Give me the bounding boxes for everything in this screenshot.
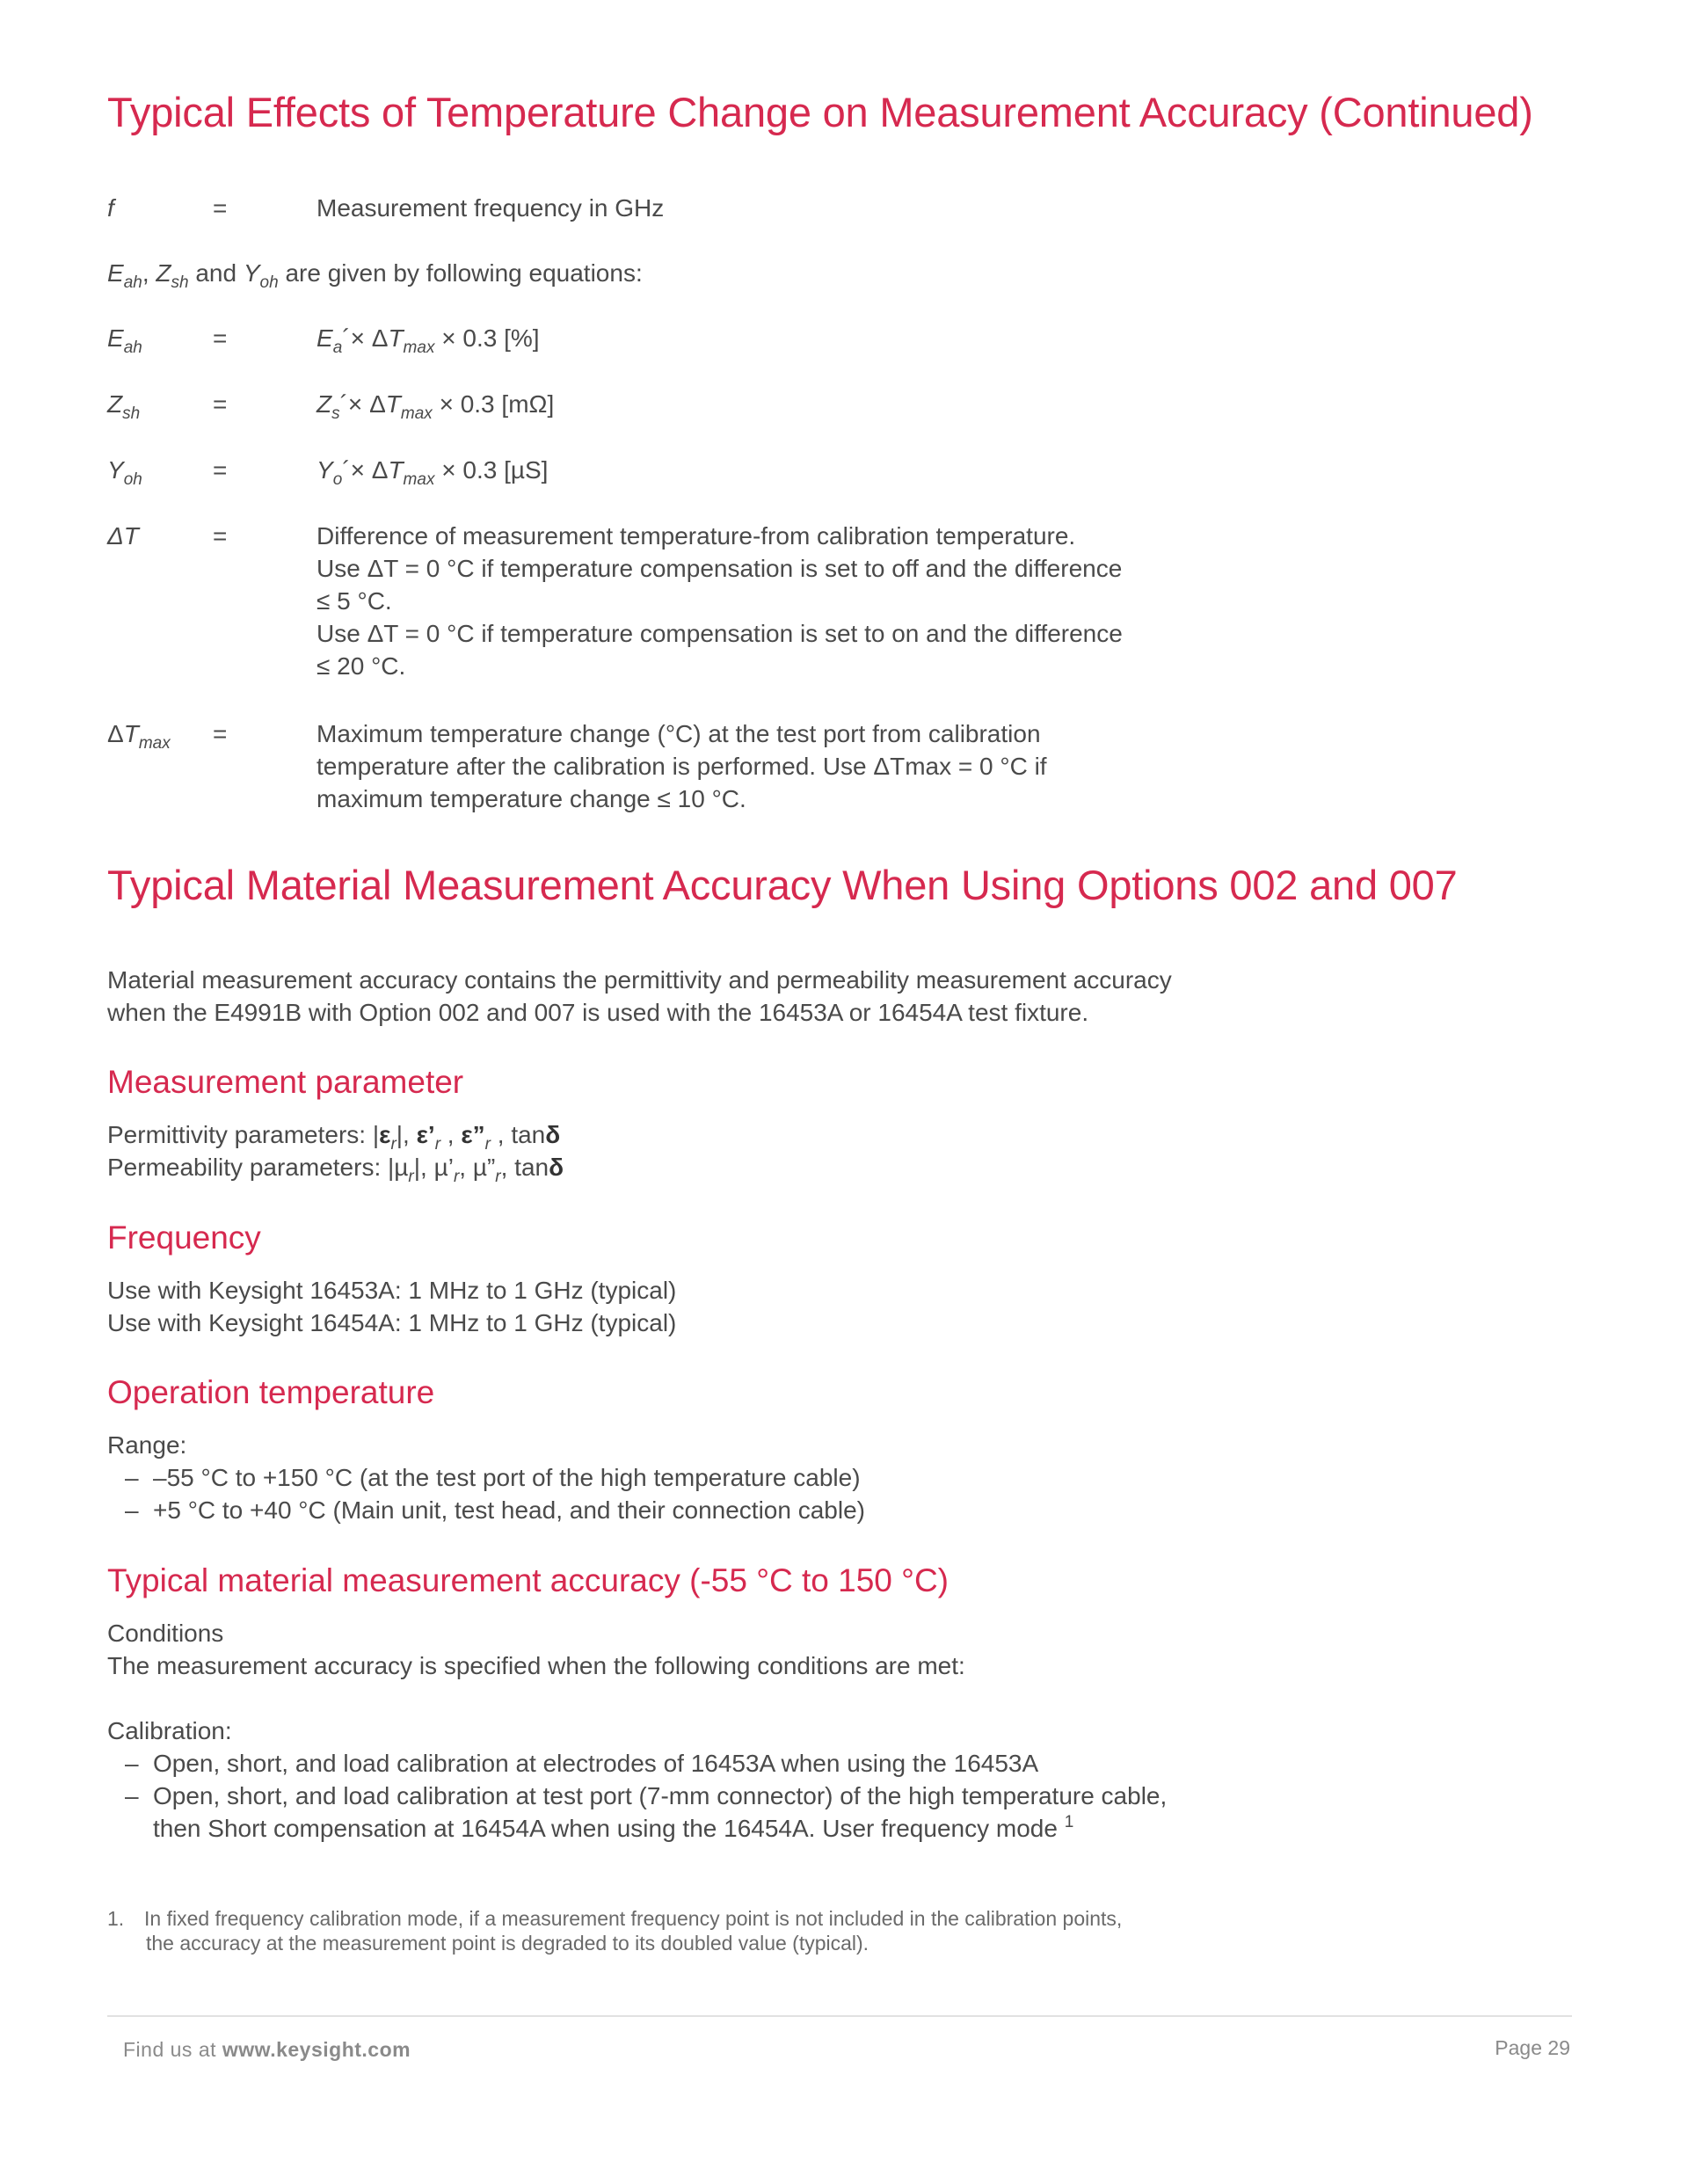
equations-intro: $E_{ah}$, $Z_{sh}$ and $Y_{oh}$ are given by following equations: — [107, 259, 643, 292]
heading-typical-accuracy: Typical material measurement accuracy (-55 °C to 150 °C) — [107, 1562, 949, 1598]
footnote-line-2: the accuracy at the measurement point is degraded to its doubled value (typical). — [146, 1932, 869, 1955]
heading-frequency: Frequency — [107, 1219, 261, 1256]
definition-zsh: $Z_s´\times \Delta T_{max} \times 0.3$ [mΩ] — [316, 390, 555, 423]
intro-line: Material measurement accuracy contains the permittivity and permeability measurement accuracy — [107, 966, 1172, 994]
symbol-zsh: $Z_{sh}$ — [107, 390, 141, 423]
range-label: Range: — [107, 1431, 187, 1459]
heading-operation-temperature: Operation temperature — [107, 1374, 435, 1410]
heading-measurement-parameter: Measurement parameter — [107, 1064, 464, 1100]
definition-yoh: $Y_o´\times \Delta T_{max} \times 0.3$ [µS] — [316, 456, 549, 489]
permeability-parameters: Permeability parameters: |µ$_r$|, $\mu’_r$, $\mu”_r$, tanδ — [107, 1154, 564, 1186]
equation-row-yoh — [107, 454, 1250, 489]
definition-eah: $E_a´\times \Delta T_{max} \times 0.3$ [%] — [316, 324, 540, 357]
conditions-label: Conditions — [107, 1620, 224, 1647]
equation-row-f — [107, 192, 1250, 227]
definition-f: Measurement frequency in GHz — [316, 194, 665, 222]
intro-line: when the E4991B with Option 002 and 007 is used with the 16453A or 16454A test fixture. — [107, 999, 1089, 1026]
symbol-f: f — [107, 194, 114, 222]
delta-t-line: ≤ 5 °C. — [316, 587, 392, 615]
page-number: Page 29 — [1495, 2036, 1570, 2059]
given-text: are given by following equations: — [285, 259, 643, 287]
equation-row-delta-t — [107, 520, 1250, 687]
website-link[interactable]: www.keysight.com — [222, 2038, 411, 2061]
symbol-yoh: $Y_{oh}$ — [107, 456, 142, 489]
equals-sign: = — [213, 390, 228, 418]
equals-sign: = — [213, 194, 228, 222]
delta-t-line: Difference of measurement temperature-from calibration temperature. — [316, 522, 1076, 550]
footnote-line: In fixed frequency calibration mode, if a measurement frequency point is not included in the calibration points, — [144, 1907, 1123, 1930]
equation-row-zsh — [107, 388, 1250, 423]
frequency-line: Use with Keysight 16454A: 1 MHz to 1 GHz (typical) — [107, 1309, 677, 1336]
definition-delta-t — [316, 520, 1123, 682]
delta-t-line: ≤ 20 °C. — [316, 652, 406, 680]
delta-t-line: Use ΔT = 0 °C if temperature compensation is set to off and the difference — [316, 555, 1123, 582]
equation-row-eah — [107, 322, 1250, 357]
zsh-tail: × 0.3 [mΩ] — [439, 390, 555, 418]
section-title-material-accuracy: Typical Material Measurement Accuracy When Using Options 002 and 007 — [107, 862, 1458, 908]
delta-tmax-line: temperature after the calibration is performed. Use ΔTmax = 0 °C if — [316, 753, 1047, 780]
frequency-line: Use with Keysight 16453A: 1 MHz to 1 GHz (typical) — [107, 1277, 677, 1304]
footnote-number: 1. — [107, 1907, 125, 1930]
permeability-label: Permeability parameters: — [107, 1154, 382, 1181]
calibration-label: Calibration: — [107, 1717, 232, 1744]
equals-sign: = — [213, 720, 228, 747]
delta-tmax-line: maximum temperature change ≤ 10 °C. — [316, 785, 746, 812]
footnote — [107, 1906, 1123, 1931]
definition-delta-tmax — [316, 717, 1047, 815]
symbol-delta-tmax: $\Delta T_{max}$ — [107, 720, 171, 753]
delta-t-line: Use ΔT = 0 °C if temperature compensation is set to on and the difference — [316, 620, 1123, 647]
symbol-delta-t: ΔT — [107, 522, 139, 550]
equals-sign: = — [213, 522, 228, 550]
footer-find-us — [123, 2038, 411, 2062]
permittivity-label: Permittivity parameters: — [107, 1121, 367, 1148]
footnote-ref: 1 — [1064, 1813, 1074, 1831]
delta-tmax-line: Maximum temperature change (°C) at the test port from calibration — [316, 720, 1041, 747]
section-title-temperature-effects: Typical Effects of Temperature Change on Measurement Accuracy (Continued) — [107, 89, 1533, 135]
equation-row-delta-tmax — [107, 717, 1250, 823]
footer-divider — [107, 2015, 1572, 2017]
and-text: and — [195, 259, 237, 287]
find-text: Find us at — [123, 2038, 216, 2061]
equals-sign: = — [213, 324, 228, 352]
conditions-text: The measurement accuracy is specified when the following conditions are met: — [107, 1652, 965, 1679]
permittivity-parameters: Permittivity parameters: $|\varepsilon_r|$, $\varepsilon’_r$ , $\varepsilon”_r$ , tanδ — [107, 1121, 561, 1154]
tan-label: tan — [511, 1121, 546, 1148]
calibration-cont-text: then Short compensation at 16454A when using the 16454A. User frequency mode — [153, 1815, 1058, 1842]
yoh-tail: × 0.3 [µS] — [441, 456, 549, 484]
symbol-eah: $E_{ah}$ — [107, 324, 142, 357]
equals-sign: = — [213, 456, 228, 484]
document-page: Typical Effects of Temperature Change on Measurement Accuracy (Continued) f = Measurement frequency in GHz $E_{ah}$, $Z_{sh}$ and $Y_{oh}$ are given by following equations: $E_{ah}$ = $E_a´\times \Delta T_{max} \times 0.3$ [%] $Z_{sh}$ = $Z_s´\times \Delta T_{max} \times 0.3$ [mΩ] $Y_{oh}$ = $Y_o´\times \Delta T_{max} \times 0.3$ [µS] ΔT = Difference of measurement temperature-from calibration temperature. Use ΔT = 0 °C if temperature compensation is set to off and the difference ≤ 5 °C. Use ΔT = 0 °C if temperature compensation is set to on and the difference ≤ 20 °C. $\Delta T_{max}$ = Maximum temperature change (°C) at the test port from calibration temperature after the calibration is performed. Use ΔTmax = 0 °C if maximum temperature change ≤ 10 °C. Typical Material Measurement Accuracy When Using Options 002 and 007 Material measurement accuracy contains the permittivity and permeability measurement accuracy when the E4991B with Option 002 and 007 is used with the 16453A or 16454A test fixture. Measurement parameter Permittivity parameters: $|\varepsilon_r|$, $\varepsilon’_r$ , $\varepsilon”_r$ , tanδ Permeability parameters: |µ$_r$|, $\mu’_r$, $\mu”_r$, tanδ Frequency Use with Keysight 16453A: 1 MHz to 1 GHz (typical) Use with Keysight 16454A: 1 MHz to 1 GHz (typical) Operation temperature Range: – –55 °C to +150 °C (at the test port of the high temperature cable) – +5 °C to +40 °C (Main unit, test head, and their connection cable) Typical material measurement accuracy (-55 °C to 150 °C) Conditions The measurement accuracy is specified when the following conditions are met: Calibration: – Open, short, and load calibration at electrodes of 16453A when using the 16453A – Open, short, and load calibration at test port (7-mm connector) of the high temperature cable, then Short compensation at 16454A when using the 16454A. User frequency mode $^1$ 1. In fixed frequency calibration mode, if a measurement frequency point is not included in the calibration points, the accuracy at the measurement point is degraded to its doubled value (typical). Find us at www.keysight.com Page 29 — [107, 89, 1570, 2061]
eah-tail: × 0.3 [%] — [441, 324, 540, 352]
tan-label: tan — [514, 1154, 549, 1181]
